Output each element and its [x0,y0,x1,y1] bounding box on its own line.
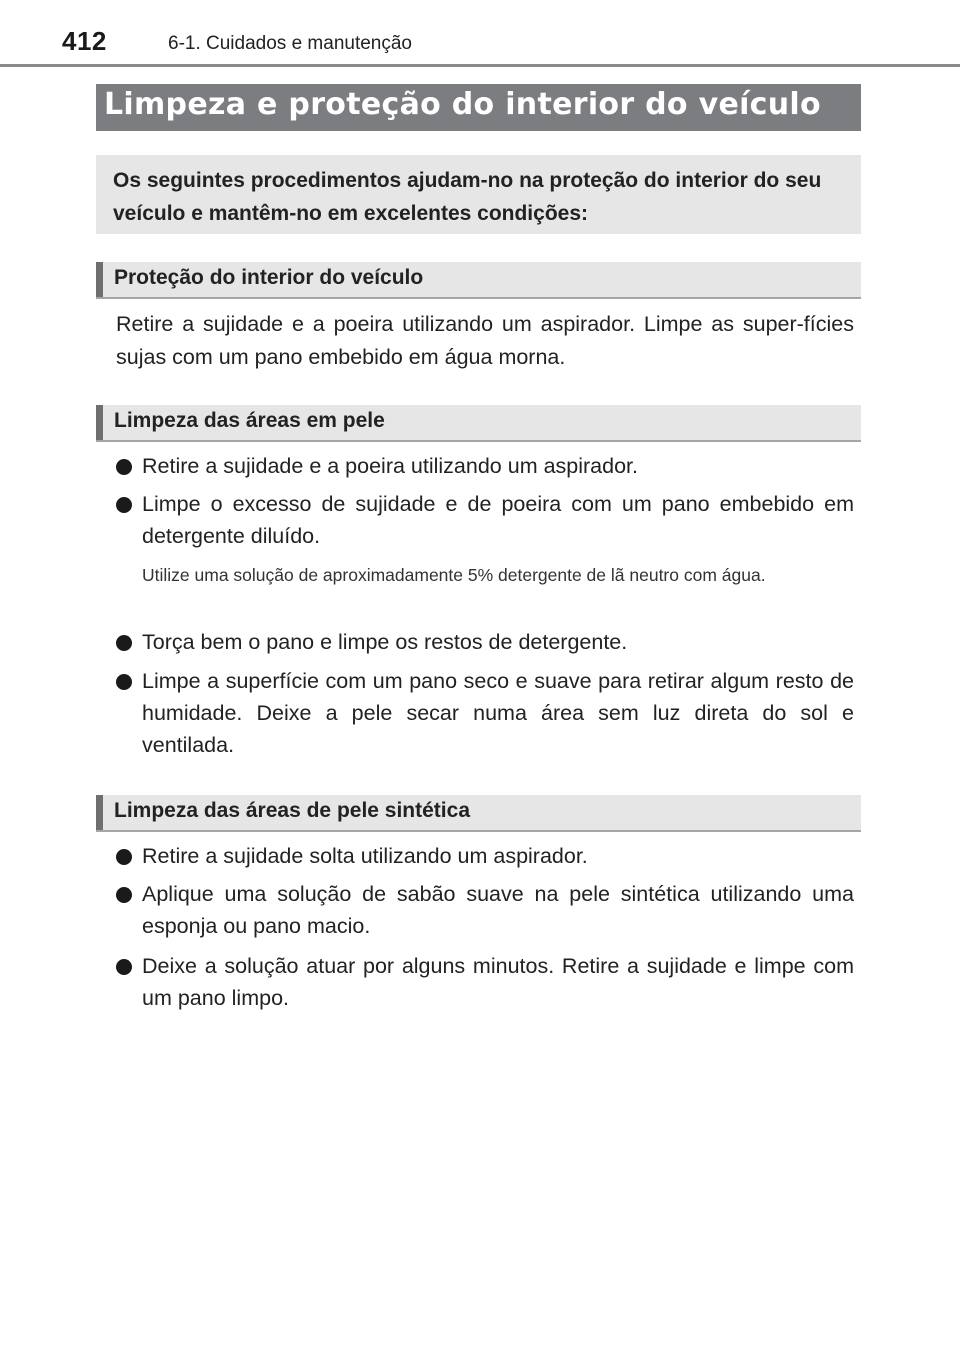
section-heading-label: Limpeza das áreas em pele [114,409,385,432]
list-item [116,626,854,658]
intro-text: Os seguintes procedimentos ajudam-no na proteção do interior do seu veículo e mantêm-no em excelentes condições: [113,169,822,225]
header-divider [0,64,960,67]
list-item [116,665,854,761]
list-item-text: Retire a sujidade solta utilizando um aspirador. [142,844,588,868]
section-accent [96,262,103,297]
note-text: Utilize uma solução de aproximadamente 5% detergente de lã neutro com água. [142,565,766,585]
list-item [116,950,854,1014]
list-item-text: Limpe a superfície com um pano seco e suave para retirar algum resto de humidade. Deixe a pele secar numa área sem luz direta do sol e ventilada. [142,669,854,757]
section-accent [96,795,103,830]
list-item-text: Torça bem o pano e limpe os restos de detergente. [142,630,628,654]
page-header [0,0,960,68]
bullet-icon [116,459,132,475]
bullet-icon [116,887,132,903]
section-heading-pele-sintetica [96,795,861,832]
bullet-icon [116,497,132,513]
section-heading-label: Proteção do interior do veículo [114,266,424,289]
section-paragraph: Retire a sujidade e a poeira utilizando um aspirador. Limpe as super-fícies sujas com um pano embebido em água morna. [116,312,854,369]
bullet-icon [116,849,132,865]
section-heading-protecao [96,262,861,299]
intro-box [96,155,861,234]
page-number: 412 [62,26,107,56]
chapter-title: 6-1. Cuidados e manutenção [168,33,412,54]
list-item-text: Retire a sujidade e a poeira utilizando um aspirador. [142,454,638,478]
page-title-bar [96,84,861,131]
bullet-icon [116,635,132,651]
list-item [116,450,854,482]
bullet-icon [116,674,132,690]
section-heading-pele [96,405,861,442]
section-heading-label: Limpeza das áreas de pele sintética [114,799,470,822]
list-item-text: Limpe o excesso de sujidade e de poeira com um pano embebido em detergente diluído. [142,492,854,548]
list-item [116,840,854,872]
page-title: Limpeza e proteção do interior do veículo [104,87,821,122]
list-item-text: Deixe a solução atuar por alguns minutos. Retire a sujidade e limpe com um pano limpo. [142,954,854,1010]
list-item [116,878,854,942]
list-item-text: Aplique uma solução de sabão suave na pele sintética utilizando uma esponja ou pano macio. [142,882,854,938]
bullet-icon [116,959,132,975]
section-accent [96,405,103,440]
list-item [116,488,854,552]
